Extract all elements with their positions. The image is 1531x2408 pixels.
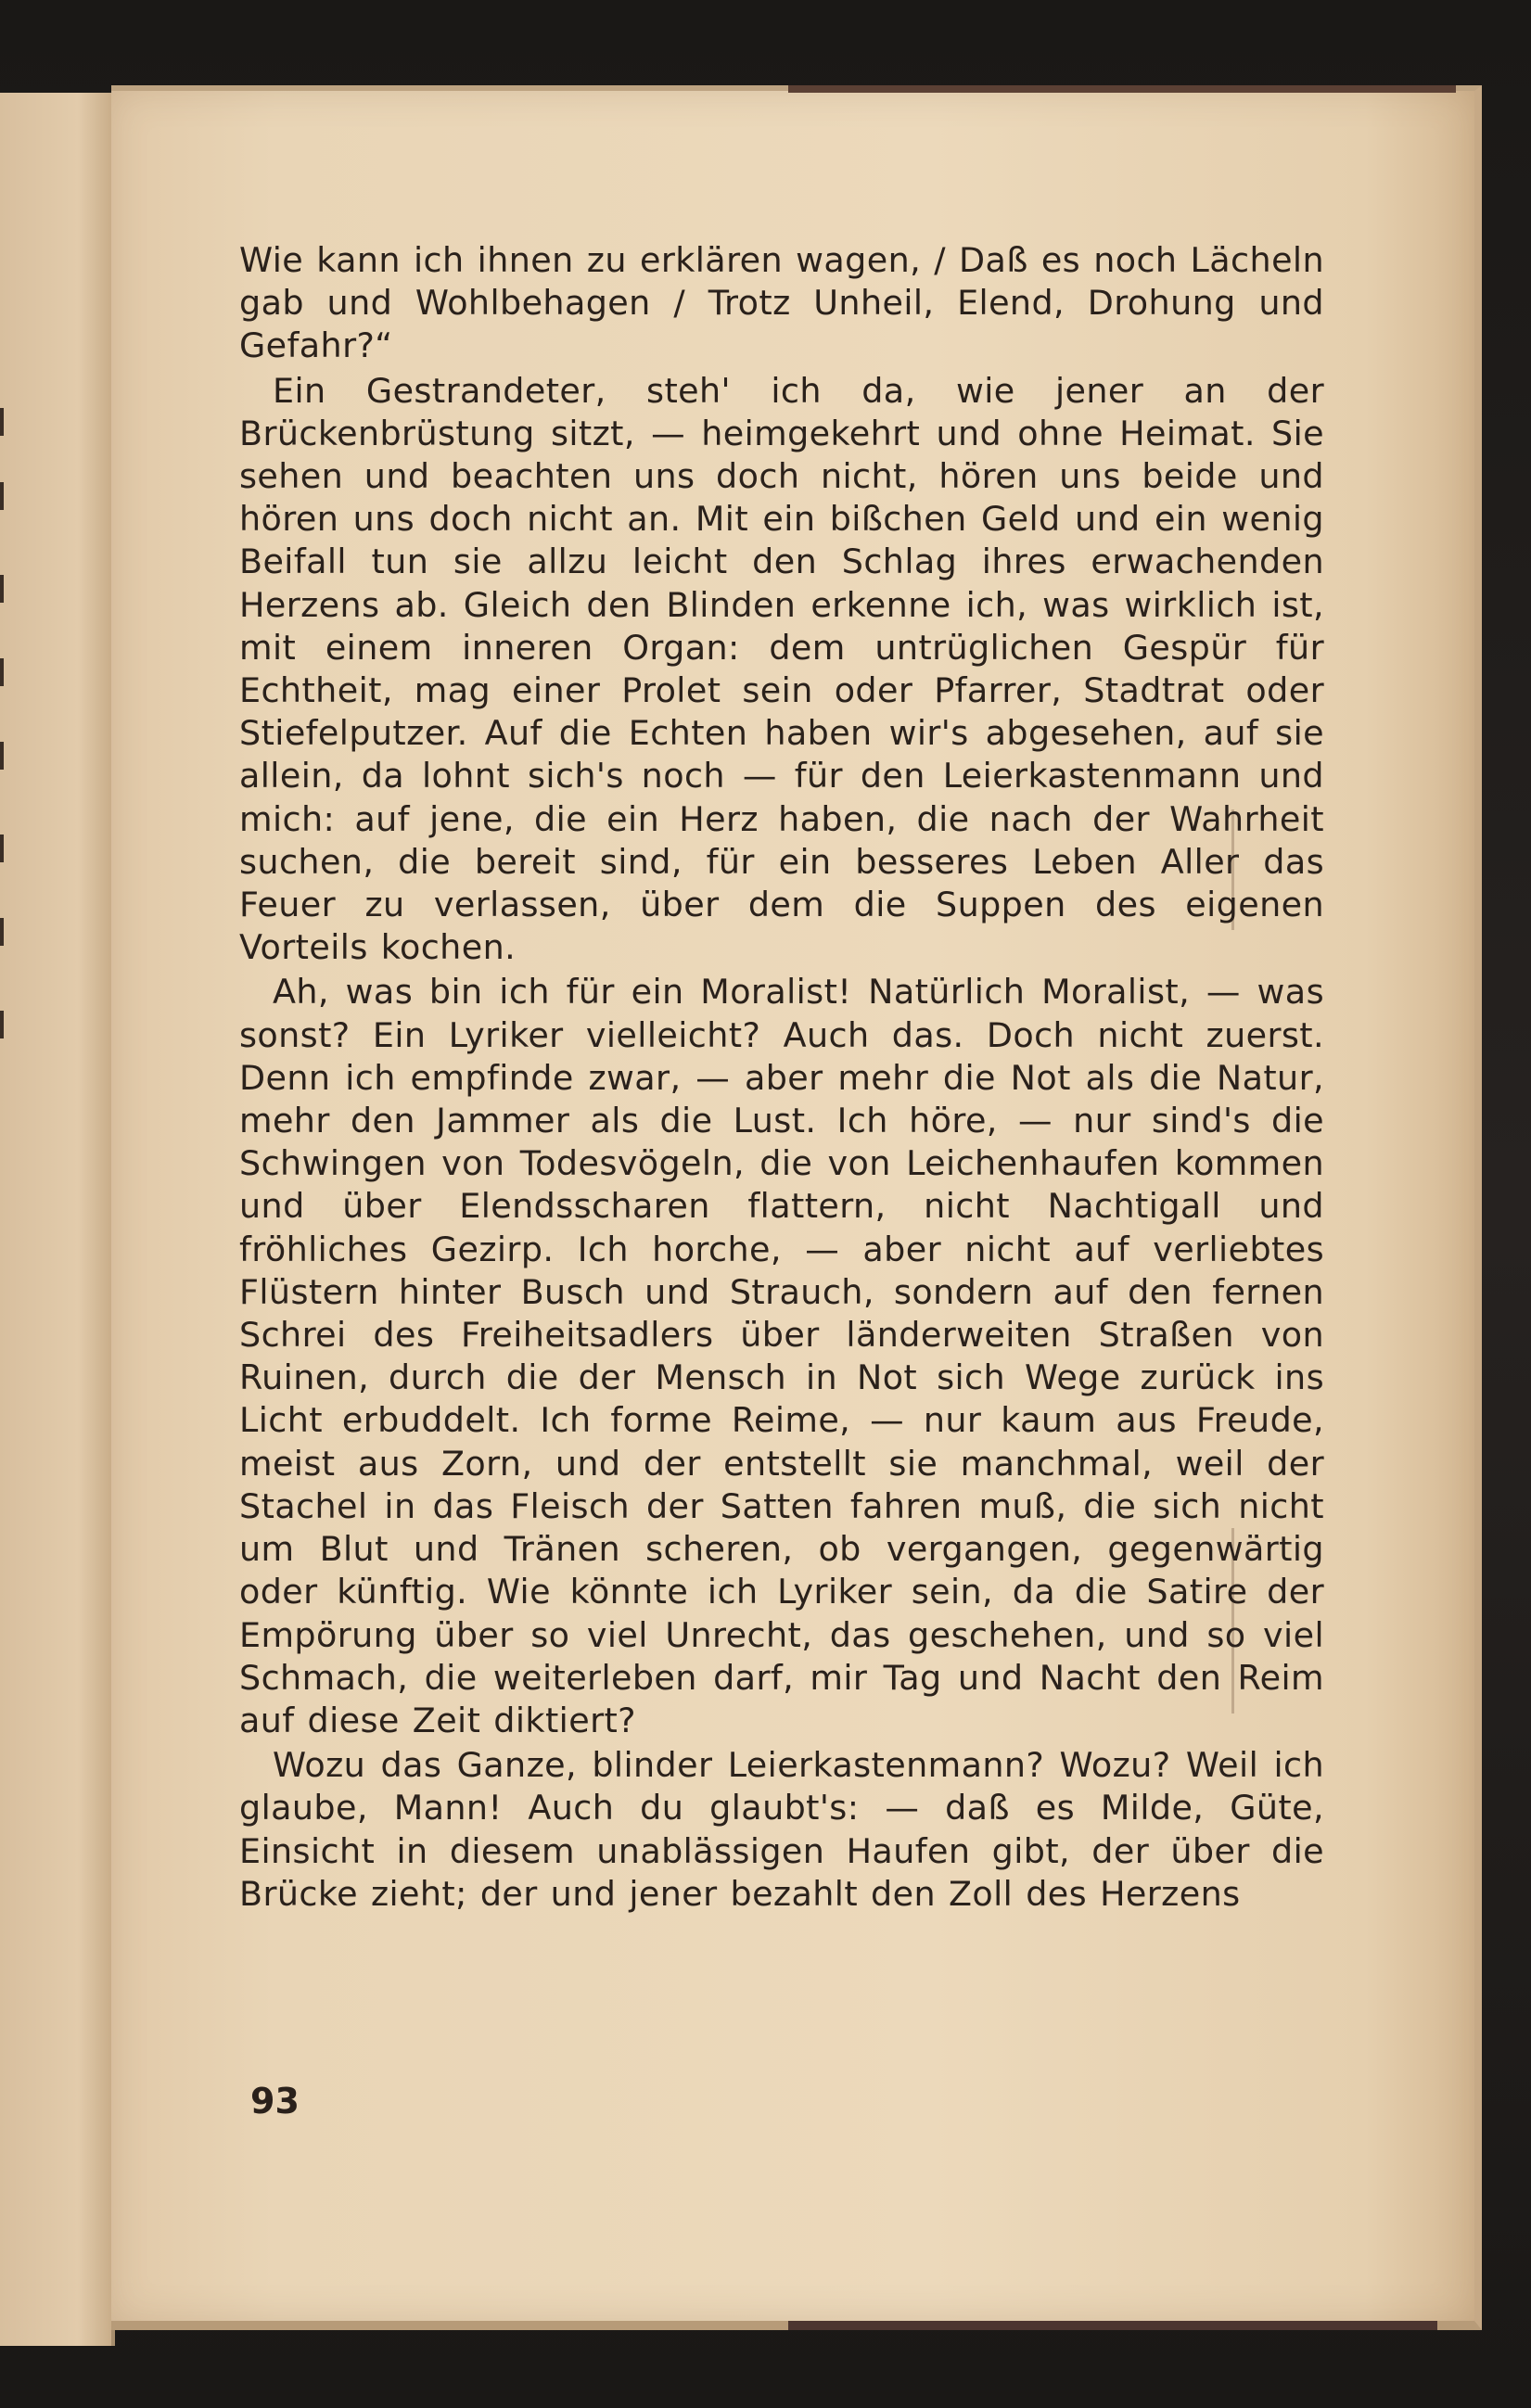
paragraph: Wozu das Ganze, blinder Leierkastenmann? Wozu? Weil ich glaube, Mann! Auch du glaubt's: — daß es Milde, Güte, Einsicht in diesem unablässigen Haufen gibt, der über die Brücke zieht; der und jener bezahlt den Zoll des Herzens (239, 1745, 1324, 1914)
margin-tick (0, 1011, 4, 1038)
paragraph: Wie kann ich ihnen zu erklären wagen, / Daß es noch Lächeln gab und Wohlbehagen / Trotz Unheil, Elend, Drohung und Gefahr?“ (239, 240, 1324, 366)
paragraph: Ein Gestrandeter, steh' ich da, wie jener an der Brückenbrüstung sitzt, — heimgekehrt und ohne Heimat. Sie sehen und beachten uns doch nicht, hören uns beide und hören uns doch nicht an. Mit ein bißchen Geld und ein wenig Beifall tun sie allzu leicht den Schlag ihres erwachenden Herzens ab. Gleich den Blinden erkenne ich, was wirklich ist, mit einem inneren Organ: dem untrüglichen Gespür für Echtheit, mag einer Prolet sein oder Pfarrer, Stadtrat oder Stiefelputzer. Auf die Echten haben wir's abgesehen, auf sie allein, da lohnt sich's noch — für den Leierkastenmann und mich: auf jene, die ein Herz haben, die nach der Wahrheit suchen, die bereit sind, für ein besseres Leben Aller das Feuer zu verlassen, über dem die Suppen des eigenen Vorteils kochen. (239, 370, 1324, 968)
margin-tick (0, 575, 4, 603)
margin-tick (0, 482, 4, 510)
margin-tick (0, 835, 4, 862)
paragraph: Ah, was bin ich für ein Moralist! Natürlich Moralist, — was sonst? Ein Lyriker vielleicht? Auch das. Doch nicht zuerst. Denn ich empfinde zwar, — aber mehr die Not als die Natur, mehr den Jammer als die Lust. Ich höre, — nur sind's die Schwingen von Todesvögeln, die von Leichenhaufen kommen und über Elendsscharen flattern, nicht Nachtigall und fröhliches Gezirp. Ich horche, — aber nicht auf verliebtes Flüstern hinter Busch und Strauch, sondern auf den fernen Schrei des Freiheitsadlers über länderweiten Straßen von Ruinen, durch die der Mensch in Not sich Wege zurück ins Licht erbuddelt. Ich forme Reime, — nur kaum aus Freude, meist aus Zorn, und der entstellt sie manchmal, weil der Stachel in das Fleisch der Satten fahren muß, die sich nicht um Blut und Tränen scheren, ob vergangen, gegenwärtig oder künftig. Wie könnte ich Lyriker sein, da die Satire der Empörung über so viel Unrecht, das geschehen, und so viel Schmach, die weiterleben darf, mir Tag und Nacht den Reim auf diese Zeit diktiert? (239, 972, 1324, 1740)
page-number: 93 (250, 2081, 300, 2121)
margin-tick (0, 742, 4, 770)
margin-tick (0, 918, 4, 946)
margin-tick (0, 408, 4, 436)
page-edge-top (788, 85, 1456, 93)
margin-tick (0, 658, 4, 686)
book-page (111, 85, 1482, 2330)
previous-page-edge (0, 93, 115, 2346)
page-edge-bottom (788, 2321, 1437, 2330)
body-text (239, 239, 1324, 1917)
